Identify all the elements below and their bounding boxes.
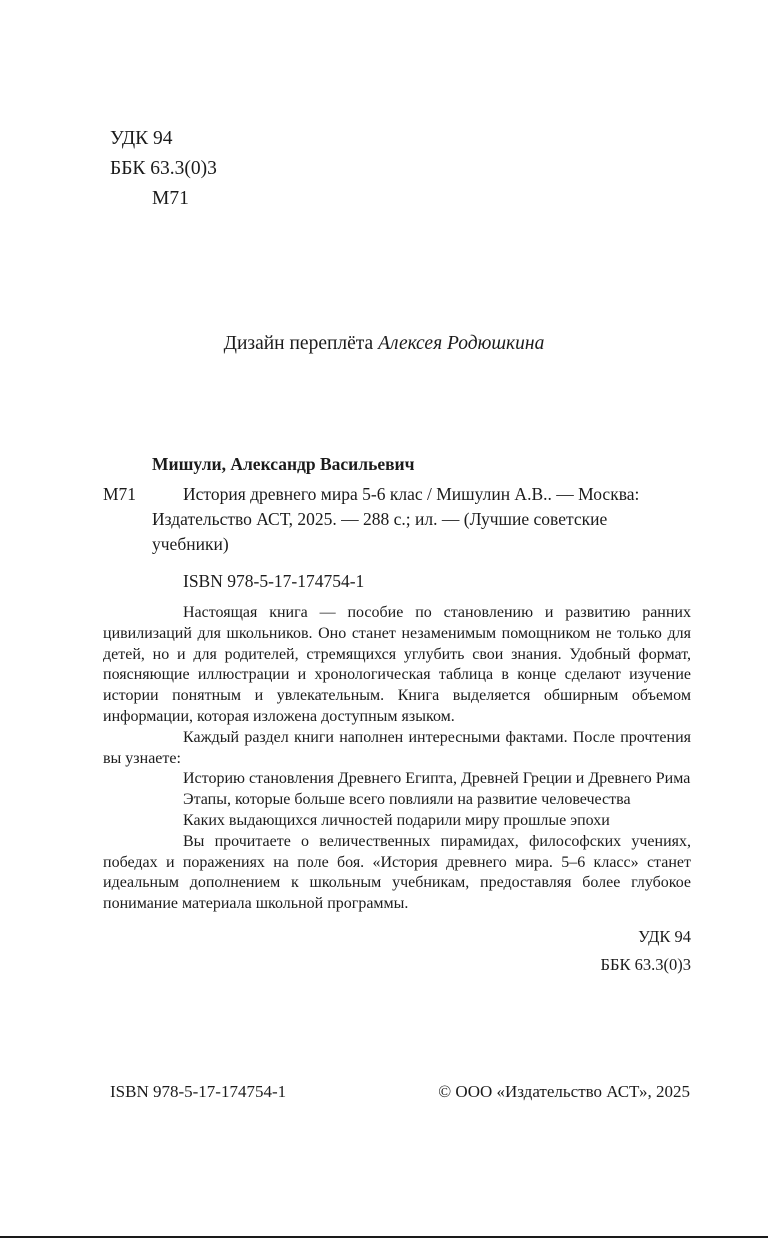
author-sign-code-top: М71 <box>152 188 189 209</box>
annotation-highlight: Историю становления Древнего Египта, Древней Греции и Древнего Рима <box>183 770 691 788</box>
bbk-code-top: ББК 63.3(0)3 <box>110 158 217 179</box>
footer-copyright: © ООО «Издательство АСТ», 2025 <box>438 1082 690 1101</box>
catalog-author: Мишули, Александр Васильевич <box>152 454 415 474</box>
udk-code-top: УДК 94 <box>110 128 173 149</box>
catalog-block <box>103 452 691 979</box>
footer-isbn: ISBN 978-5-17-174754-1 <box>110 1082 287 1101</box>
bbk-code-bottom: ББК 63.3(0)3 <box>600 954 691 974</box>
page-bottom-rule <box>0 1236 768 1238</box>
annotation-paragraph: Настоящая книга — пособие по становлению и развитию ранних цивилизаций для школьников. Оно станет незаменимым помощником не только для детей, но и для родителей, стремящихся углубить свои знания. Удобный формат, поясняющие иллюстрации и хронологическая таблица в конце сделают изучение истории понятным и увлекательным. Книга выделяется обширным объемом информации, которая изложена доступным языком. <box>103 604 691 725</box>
annotation-paragraph: Каждый раздел книги наполнен интересными фактами. После прочтения вы узнаете: <box>103 728 691 767</box>
imprint-footer <box>110 1080 690 1104</box>
annotation-paragraph: Вы прочитаете о величественных пирамидах, философских учениях, победах и поражениях на поле боя. «История древнего мира. 5–6 класс» станет идеальным дополнением к школьным учебникам, предоставляя более глубокое понимание материала школьной программы. <box>103 832 691 913</box>
designer-credit-prefix: Дизайн переплёта <box>223 333 379 354</box>
bib-line: История древнего мира 5-6 клас / Мишулин А.В.. — Москва: <box>183 484 640 504</box>
isbn-line: ISBN 978-5-17-174754-1 <box>183 571 365 591</box>
annotation-highlight: Каких выдающихся личностей подарили миру прошлые эпохи <box>183 811 610 829</box>
udk-code-bottom: УДК 94 <box>638 926 691 946</box>
catalog-code: М71 <box>103 484 137 504</box>
designer-name: Алексея Родюшкина <box>378 333 545 354</box>
bibliographic-entry <box>103 482 691 557</box>
cover-designer-credit <box>0 333 768 355</box>
bib-line: Издательство АСТ, 2025. — 288 с.; ил. — (Лучшие советские <box>152 509 608 529</box>
classification-codes-top <box>110 124 217 214</box>
annotation-highlight: Этапы, которые больше всего повлияли на развитие человечества <box>183 791 631 809</box>
bib-line: учебники) <box>152 534 229 554</box>
classification-codes-bottom <box>103 923 691 979</box>
